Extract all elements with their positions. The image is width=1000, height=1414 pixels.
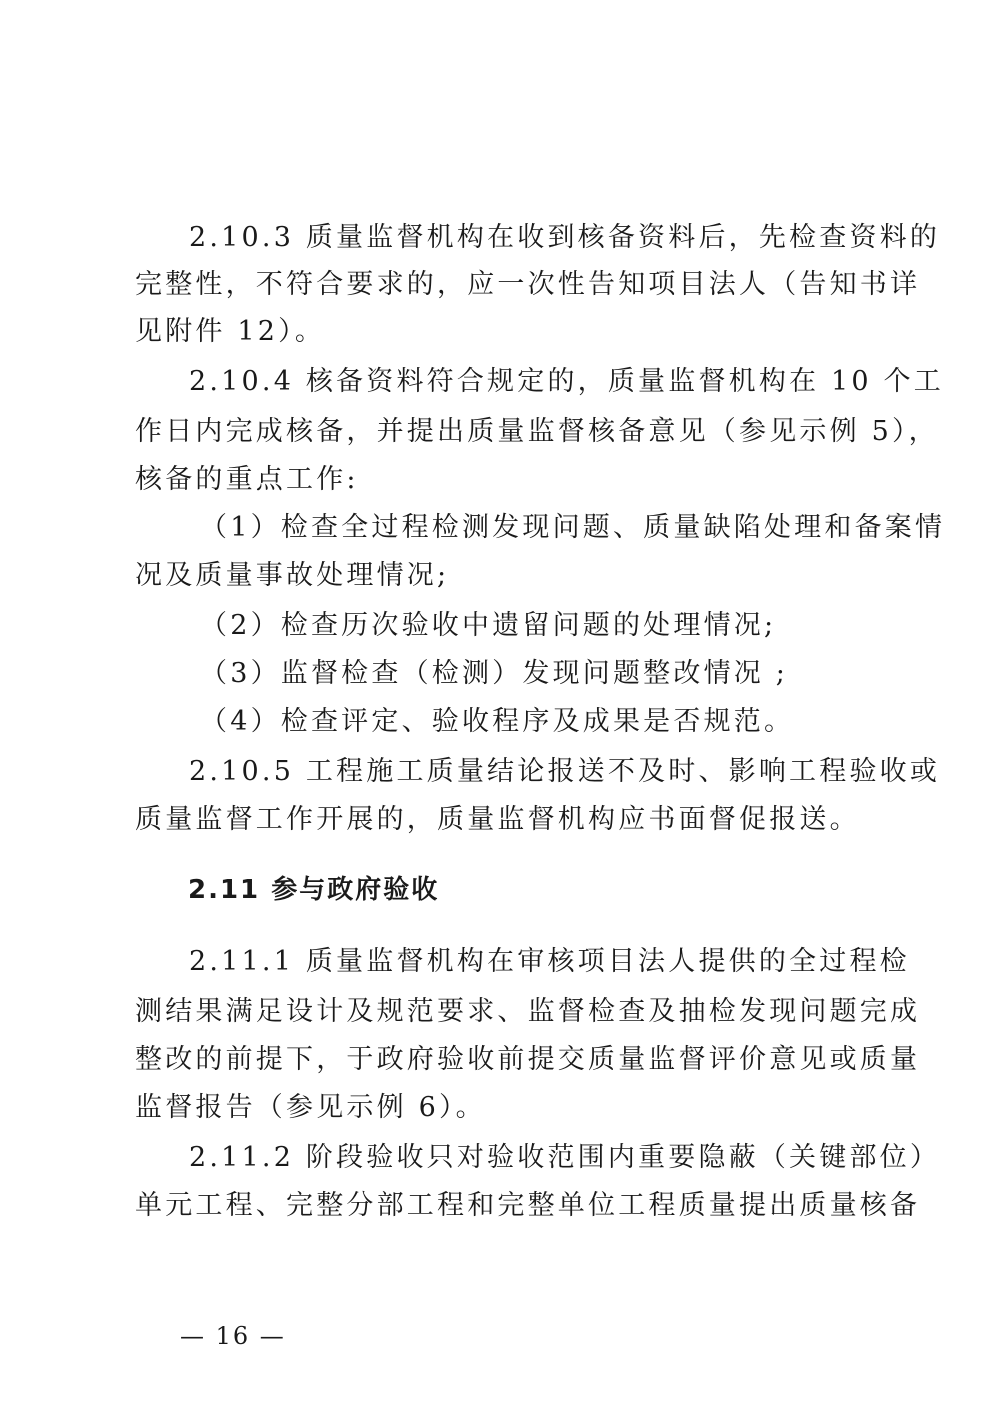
list-item-1-line-1: （1）检查全过程检测发现问题、质量缺陷处理和备案情 [200, 512, 946, 543]
page-number: — 16 — [180, 1322, 286, 1350]
paragraph-2-11-1-line-3: 整改的前提下，于政府验收前提交质量监督评价意见或质量 [135, 1044, 921, 1075]
list-item-3: （3）监督检查（检测）发现问题整改情况 ; [200, 658, 789, 689]
paragraph-2-10-5-line-2: 质量监督工作开展的，质量监督机构应书面督促报送。 [135, 804, 860, 835]
list-item-1-line-2: 况及质量事故处理情况; [135, 560, 450, 591]
paragraph-2-10-3-line-3: 见附件 12）。 [135, 316, 326, 347]
paragraph-2-10-3-line-2: 完整性，不符合要求的，应一次性告知项目法人（告知书详 [135, 269, 921, 300]
paragraph-2-10-5-line-1: 2.10.5 工程施工质量结论报送不及时、影响工程验收或 [189, 756, 941, 787]
paragraph-2-10-4-line-3: 核备的重点工作: [135, 464, 359, 495]
paragraph-2-11-1-line-2: 测结果满足设计及规范要求、监督检查及抽检发现问题完成 [135, 996, 921, 1027]
paragraph-2-11-2-line-2: 单元工程、完整分部工程和完整单位工程质量提出质量核备 [135, 1190, 921, 1221]
section-heading-2-11: 2.11 参与政府验收 [188, 875, 440, 905]
paragraph-2-10-4-line-1: 2.10.4 核备资料符合规定的，质量监督机构在 10 个工 [189, 366, 944, 397]
paragraph-2-10-4-line-2: 作日内完成核备，并提出质量监督核备意见（参见示例 5）， [135, 416, 939, 447]
paragraph-2-10-3-line-1: 2.10.3 质量监督机构在收到核备资料后，先检查资料的 [189, 222, 941, 253]
list-item-2: （2）检查历次验收中遗留问题的处理情况; [200, 610, 777, 641]
list-item-4: （4）检查评定、验收程序及成果是否规范。 [200, 706, 795, 737]
paragraph-2-11-2-line-1: 2.11.2 阶段验收只对验收范围内重要隐蔽（关键部位） [189, 1142, 941, 1173]
paragraph-2-11-1-line-1: 2.11.1 质量监督机构在审核项目法人提供的全过程检 [189, 946, 910, 977]
paragraph-2-11-1-line-4: 监督报告（参见示例 6）。 [135, 1092, 486, 1123]
